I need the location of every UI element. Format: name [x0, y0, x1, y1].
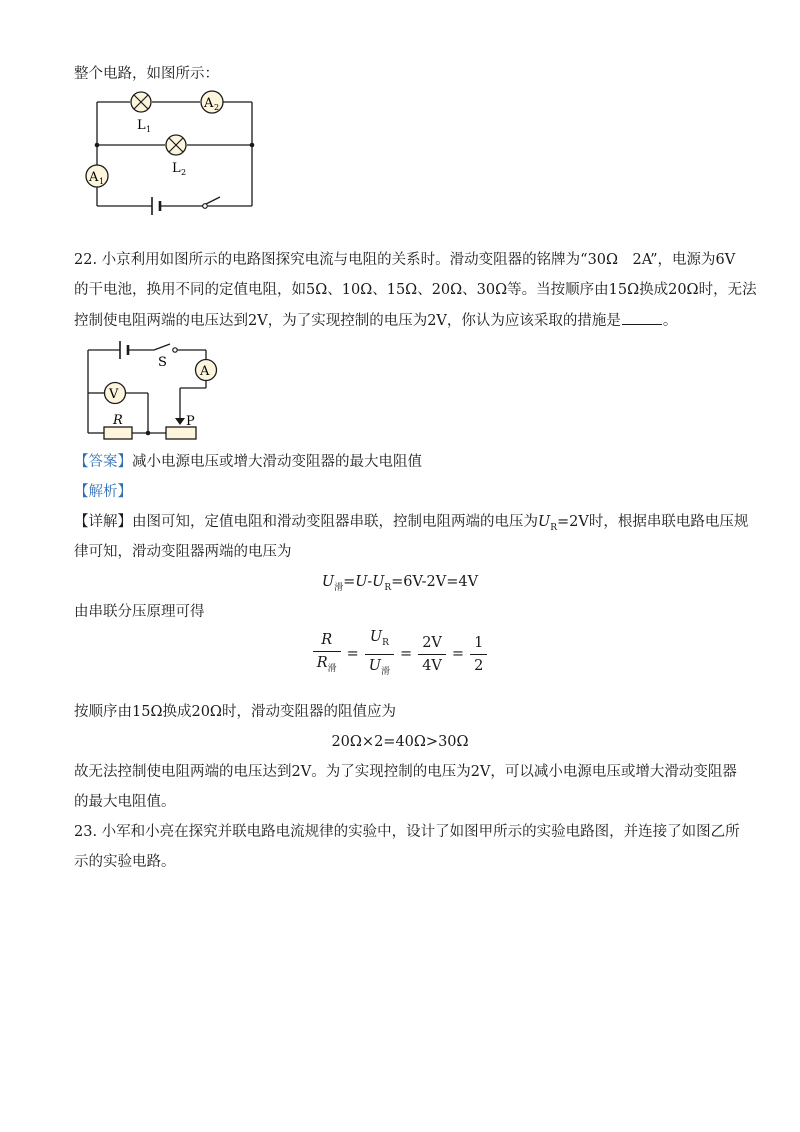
frac3-num: 2V: [418, 634, 446, 655]
detail-line-4: 按顺序由15Ω换成20Ω时，滑动变阻器的阻值应为: [74, 704, 396, 720]
junction-left: [95, 143, 100, 148]
voltmeter-label: V: [109, 387, 119, 402]
detail-var-sub: R: [550, 522, 558, 533]
q23-line-2: 示的实验电路。: [74, 854, 176, 870]
lamp-l1-icon: [131, 92, 151, 112]
frac3-den: 4V: [422, 657, 442, 674]
frac1-num: R: [313, 631, 341, 652]
detail-text-1b: =2V时，根据串联电路电压规: [557, 514, 749, 530]
q22-line-3: [74, 310, 677, 331]
detail-line-2: 律可知，滑动变阻器两端的电压为: [74, 544, 292, 560]
lamp-l1-label: L: [137, 118, 146, 133]
detail-text-1a: 由图可知，定值电阻和滑动变阻器串联，控制电阻两端的电压为: [132, 514, 538, 530]
intro-text: 整个电路，如图所示：: [74, 66, 219, 82]
detail-line-1: [74, 512, 748, 538]
frac4-den: 2: [474, 657, 484, 674]
lamp-l1-sub: 1: [146, 125, 152, 134]
eq1-var: U: [321, 574, 335, 590]
ammeter-a2-sub: 2: [214, 103, 220, 112]
eq1-sub: 滑: [334, 582, 344, 593]
eq-sign-1: =: [346, 646, 359, 663]
frac1-den: R: [316, 654, 328, 671]
equation-1: [0, 572, 800, 598]
frac2-den: U: [368, 657, 382, 674]
switch-contact: [203, 204, 208, 209]
q22-line-3-text: 控制使电阻两端的电压达到2V，为了实现控制的电压为2V，你认为应该采取的措施是: [74, 313, 621, 329]
detail-line-6: 的最大电阻值。: [74, 794, 176, 810]
q22-line-3-end: 。: [662, 313, 678, 329]
frac2-den-sub: 滑: [381, 666, 391, 677]
q22-line-2: 的干电池，换用不同的定值电阻，如5Ω、10Ω、15Ω、20Ω、30Ω等。当按顺序由15Ω换成20Ω时，无法: [74, 282, 757, 298]
switch-s-label: S: [158, 355, 167, 370]
detail-line-3: 由串联分压原理可得: [74, 604, 205, 620]
ammeter-a1-label: A: [89, 170, 99, 185]
eq1-sub2: R: [384, 582, 392, 593]
detail-tag: 【详解】: [74, 514, 132, 530]
answer-text: 减小电源电压或增大滑动变阻器的最大电阻值: [132, 454, 422, 470]
circuit-diagram-1: [80, 86, 265, 216]
eq1-tail: =6V-2V=4V: [391, 574, 479, 590]
analysis-line: [74, 482, 132, 502]
detail-line-5: 故无法控制使电阻两端的电压达到2V。为了实现控制的电压为2V，可以减小电源电压或增大滑动变阻器: [74, 764, 737, 780]
answer-tag: 【答案】: [74, 454, 132, 470]
answer-line: [74, 452, 422, 472]
resistor-r-icon: [104, 427, 132, 439]
junction-dot: [146, 431, 151, 436]
frac-r-over-rslide: [313, 631, 341, 678]
q22-line-1: 22. 小京利用如图所示的电路图探究电流与电阻的关系时。滑动变阻器的铭牌为“30Ω 2A”，电源为6V: [74, 252, 736, 268]
lamp-l2-icon: [166, 135, 186, 155]
circuit-diagram-2: [80, 338, 230, 446]
eq-sign-2: =: [400, 646, 413, 663]
fraction-equation: [0, 628, 800, 681]
ammeter-a-label: A: [200, 364, 210, 379]
answer-blank[interactable]: [622, 310, 662, 325]
resistor-r-label: R: [113, 413, 123, 428]
frac-1-over-2: [470, 634, 487, 675]
frac4-num: 1: [470, 634, 487, 655]
ammeter-a2-label: A: [204, 96, 214, 111]
frac2-num: U: [369, 629, 383, 645]
lamp-l2-sub: 2: [181, 168, 187, 177]
slider-arrow-icon: [175, 418, 185, 425]
frac1-den-sub: 滑: [327, 663, 337, 674]
slider-p-label: P: [186, 414, 195, 429]
q23-line-1: 23. 小军和小亮在探究并联电路电流规律的实验中，设计了如图甲所示的实验电路图，并连接了如图乙所: [74, 824, 740, 840]
eq-sign-3: =: [451, 646, 465, 663]
lamp-l2-label: L: [172, 161, 181, 176]
equation-2: 20Ω×2=40Ω>30Ω: [331, 734, 469, 750]
switch-s-contact: [173, 348, 177, 352]
eq1-rest: =U-U: [343, 574, 385, 590]
analysis-tag: 【解析】: [74, 484, 132, 500]
frac-2v-over-4v: [418, 634, 446, 675]
frac-ur-over-uslide: [365, 628, 394, 681]
ammeter-a1-sub: 1: [99, 177, 105, 186]
frac2-num-sub: R: [382, 637, 389, 648]
detail-var-u: U: [538, 514, 551, 530]
junction-right: [250, 143, 255, 148]
